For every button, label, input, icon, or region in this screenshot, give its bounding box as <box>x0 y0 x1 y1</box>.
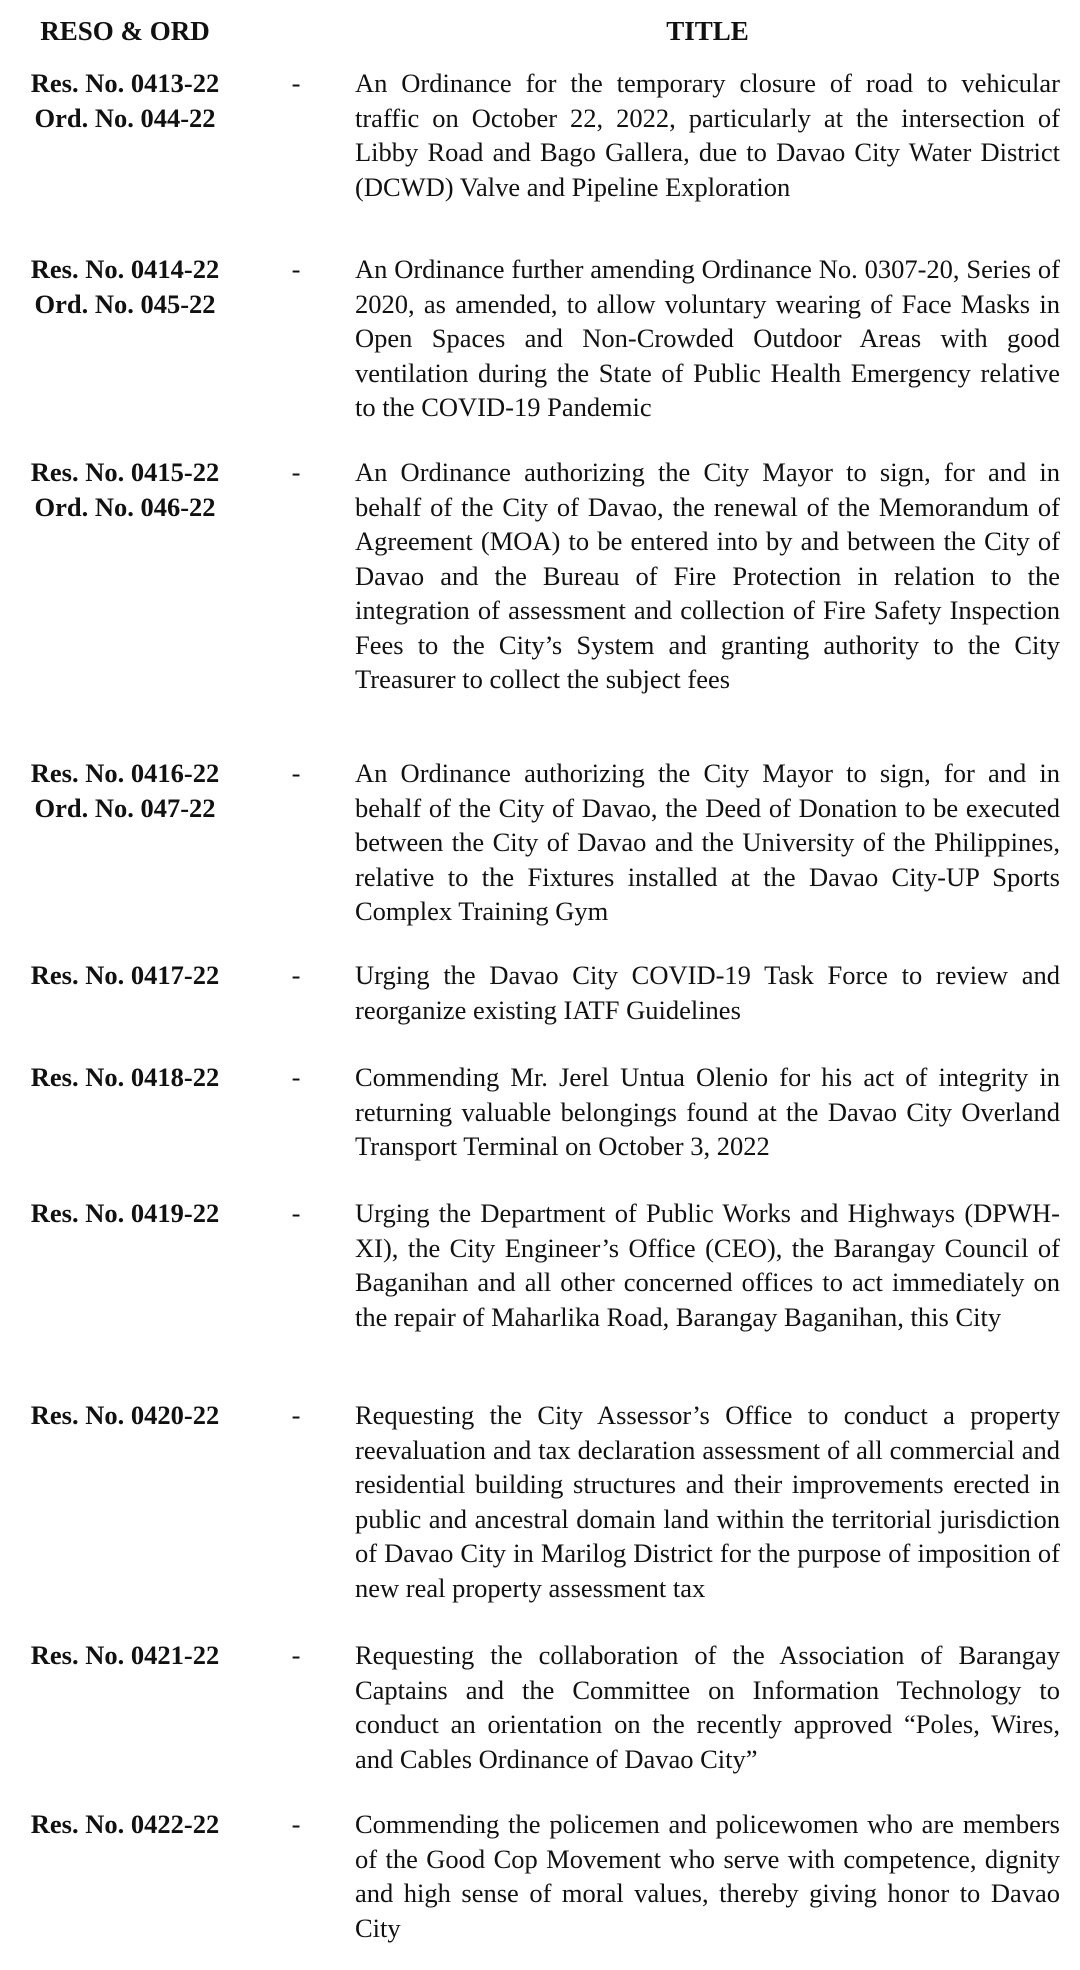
separator-dash: - <box>291 758 301 788</box>
resolution-number: Res. No. 0422-22 <box>30 1809 220 1839</box>
resolution-number: Res. No. 0418-22 <box>30 1062 220 1092</box>
header-reso-ord: RESO & ORD <box>40 16 210 46</box>
ordinance-number: Ord. No. 047-22 <box>34 792 216 823</box>
entry-numbers <box>10 958 240 993</box>
separator-dash: - <box>291 960 301 990</box>
entry-title: Urging the Davao City COVID-19 Task Force to review and reorganize existing IATF Guidelines <box>355 960 1060 1025</box>
entry-numbers <box>10 252 240 321</box>
entry-title: Commending the policemen and policewomen who are members of the Good Cop Movement who serve with competence, dignity and high sense of moral values, thereby giving honor to Davao City <box>355 1809 1060 1943</box>
entry-numbers <box>10 1807 240 1842</box>
entry-numbers <box>10 1638 240 1673</box>
separator-dash: - <box>291 1400 301 1430</box>
entry-title: Requesting the City Assessor’s Office to conduct a property reevaluation and tax declaration assessment of all commercial and residential building structures and their improvements erected in public and ancestral domain land within the territorial jurisdiction of Davao City in Marilog District for the purpose of imposition of new real property assessment tax <box>355 1400 1060 1603</box>
resolution-number: Res. No. 0421-22 <box>30 1640 220 1670</box>
resolution-number: Res. No. 0419-22 <box>30 1198 220 1228</box>
entry-title: Urging the Department of Public Works and Highways (DPWH-XI), the City Engineer’s Office (CEO), the Barangay Council of Baganihan and all other concerned offices to act immediately on the repair of Maharlika Road, Barangay Baganihan, this City <box>355 1198 1060 1332</box>
separator-dash: - <box>291 1809 301 1839</box>
entry-numbers <box>10 1196 240 1231</box>
entry-numbers <box>10 756 240 825</box>
resolution-number: Res. No. 0417-22 <box>30 960 220 990</box>
resolution-number: Res. No. 0415-22 <box>30 457 220 487</box>
separator-dash: - <box>291 68 301 98</box>
column-header <box>0 14 1080 54</box>
resolution-number: Res. No. 0414-22 <box>30 254 220 284</box>
resolution-number: Res. No. 0416-22 <box>30 758 220 788</box>
separator-dash: - <box>291 1198 301 1228</box>
entry-numbers <box>10 1060 240 1095</box>
ordinance-number: Ord. No. 046-22 <box>34 491 216 522</box>
entry-title: An Ordinance authorizing the City Mayor to sign, for and in behalf of the City of Davao, the renewal of the Memorandum of Agreement (MOA) to be entered into by and between the City of Davao and the Bureau of Fire Protection in relation to the integration of assessment and collection of Fire Safety Inspection Fees to the City’s System and granting authority to the City Treasurer to collect the subject fees <box>355 457 1060 694</box>
ordinance-number: Ord. No. 044-22 <box>34 102 216 133</box>
resolution-number: Res. No. 0420-22 <box>30 1400 220 1430</box>
separator-dash: - <box>291 457 301 487</box>
ordinance-number: Ord. No. 045-22 <box>34 288 216 319</box>
entry-title: An Ordinance for the temporary closure of road to vehicular traffic on October 22, 2022, particularly at the intersection of Libby Road and Bago Gallera, due to Davao City Water District (DCWD) Valve and Pipeline Exploration <box>355 68 1060 202</box>
entry-numbers <box>10 455 240 524</box>
resolution-number: Res. No. 0413-22 <box>30 68 220 98</box>
entry-numbers <box>10 1398 240 1433</box>
separator-dash: - <box>291 254 301 284</box>
entry-title: Commending Mr. Jerel Untua Olenio for his act of integrity in returning valuable belongings found at the Davao City Overland Transport Terminal on October 3, 2022 <box>355 1062 1060 1161</box>
entry-numbers <box>10 66 240 135</box>
separator-dash: - <box>291 1640 301 1670</box>
entry-title: Requesting the collaboration of the Association of Barangay Captains and the Committee on Information Technology to conduct an orientation on the recently approved “Poles, Wires, and Cables Ordinance of Davao City” <box>355 1640 1060 1774</box>
entry-title: An Ordinance further amending Ordinance No. 0307-20, Series of 2020, as amended, to allow voluntary wearing of Face Masks in Open Spaces and Non-Crowded Outdoor Areas with good ventilation during the State of Public Health Emergency relative to the COVID-19 Pandemic <box>355 254 1060 422</box>
separator-dash: - <box>291 1062 301 1092</box>
entry-title: An Ordinance authorizing the City Mayor to sign, for and in behalf of the City of Davao, the Deed of Donation to be executed between the City of Davao and the University of the Philippines, relative to the Fixtures installed at the Davao City-UP Sports Complex Training Gym <box>355 758 1060 926</box>
header-title: TITLE <box>666 16 749 46</box>
